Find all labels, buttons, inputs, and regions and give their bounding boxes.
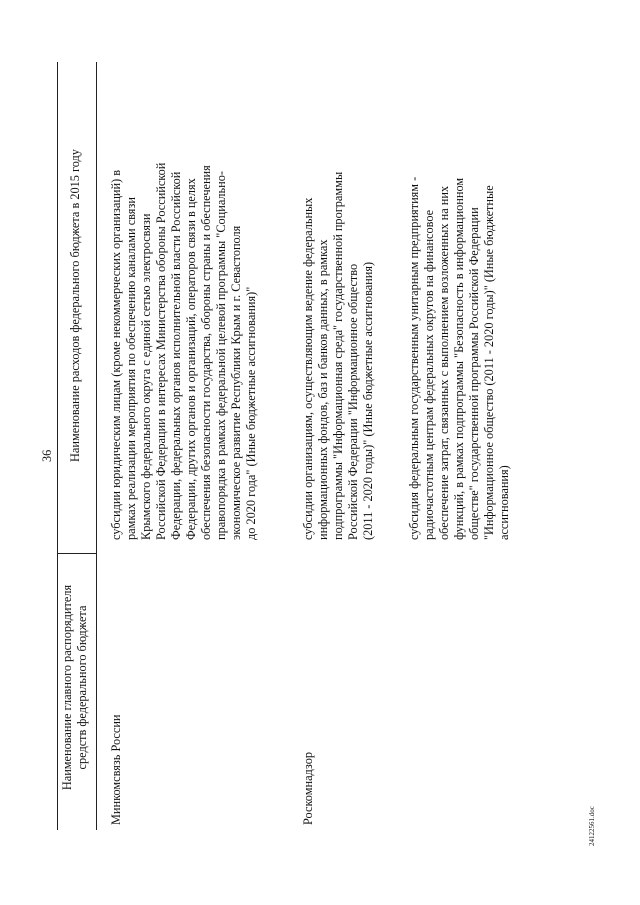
text-line: "Информационное общество (2011 - 2020 годы)" (Иные бюджетные [482,185,496,540]
agency-roskomnadzor: Роскомнадзор [301,751,315,825]
file-name: 24122561.doc [588,806,596,846]
agency-minkomsvyaz: Минкомсвязь России [109,714,123,825]
text-line: подпрограммы "Информационная среда" государственной программы [331,171,345,540]
text-line: до 2020 года" (Иные бюджетные ассигнования)" [244,286,258,540]
text-line: ассигнования) [497,465,511,540]
text-line: субсидия федеральным государственным унитарным предприятиям - [407,176,421,540]
text-line: правопорядка в рамках федеральной целевой программы "Социально- [214,171,228,540]
header-col1-line1: Наименование главного распорядителя [60,584,74,791]
text-line: обществе" государственной программы Российской Федерации [467,207,481,540]
text-line: радиочастотным центрам федеральных округов на финансовое [422,209,436,540]
text-line: Российской Федерации в интересах Министерства обороны Российской [154,162,168,540]
text-line: обеспечение затрат, связанных с выполнением возложенных на них [437,185,451,540]
header-col1 [60,550,90,825]
text-line: Федерации, федеральных органов исполнительной власти Российской [169,171,183,540]
text-line: Крымского федерального округа с единой сетью электросвязи [139,213,153,540]
text-line: Российской Федерации "Информационное общество [346,263,360,540]
text-line: субсидии организациям, осуществляющим ведение федеральных [301,197,315,540]
table-top-rule [57,62,58,830]
text-line: (2011 - 2020 годы)" (Иные бюджетные ассигнования) [361,261,375,540]
text-line: Федерации, других органов и организаций, операторов связи в целях [184,178,198,540]
expense-item-roskomnadzor-1 [301,172,376,540]
text-line: субсидии юридическим лицам (кроме некоммерческих организаций) в [109,169,123,540]
text-line: экономическое развитие Республики Крым и г. Севастополя [229,225,243,540]
header-col2 [68,63,83,548]
expense-item-minkomsvyaz-1 [109,163,259,540]
header-col2-text: Наименование расходов федерального бюджета в 2015 году [68,149,82,462]
text-line: информационных фондов, баз и банков данных, в рамках [316,239,330,540]
header-bottom-rule [96,62,97,830]
text-line: обеспечения безопасности государства, обороны страны и обеспечения [199,165,213,540]
expense-item-roskomnadzor-2 [407,177,512,540]
header-col1-line2: средств федерального бюджета [75,605,89,770]
text-line: рамках реализации мероприятия по обеспечению каналами связи [124,197,138,540]
text-line: функций, в рамках подпрограммы "Безопасность в информационном [452,177,466,540]
page-number: 36 [40,449,54,462]
